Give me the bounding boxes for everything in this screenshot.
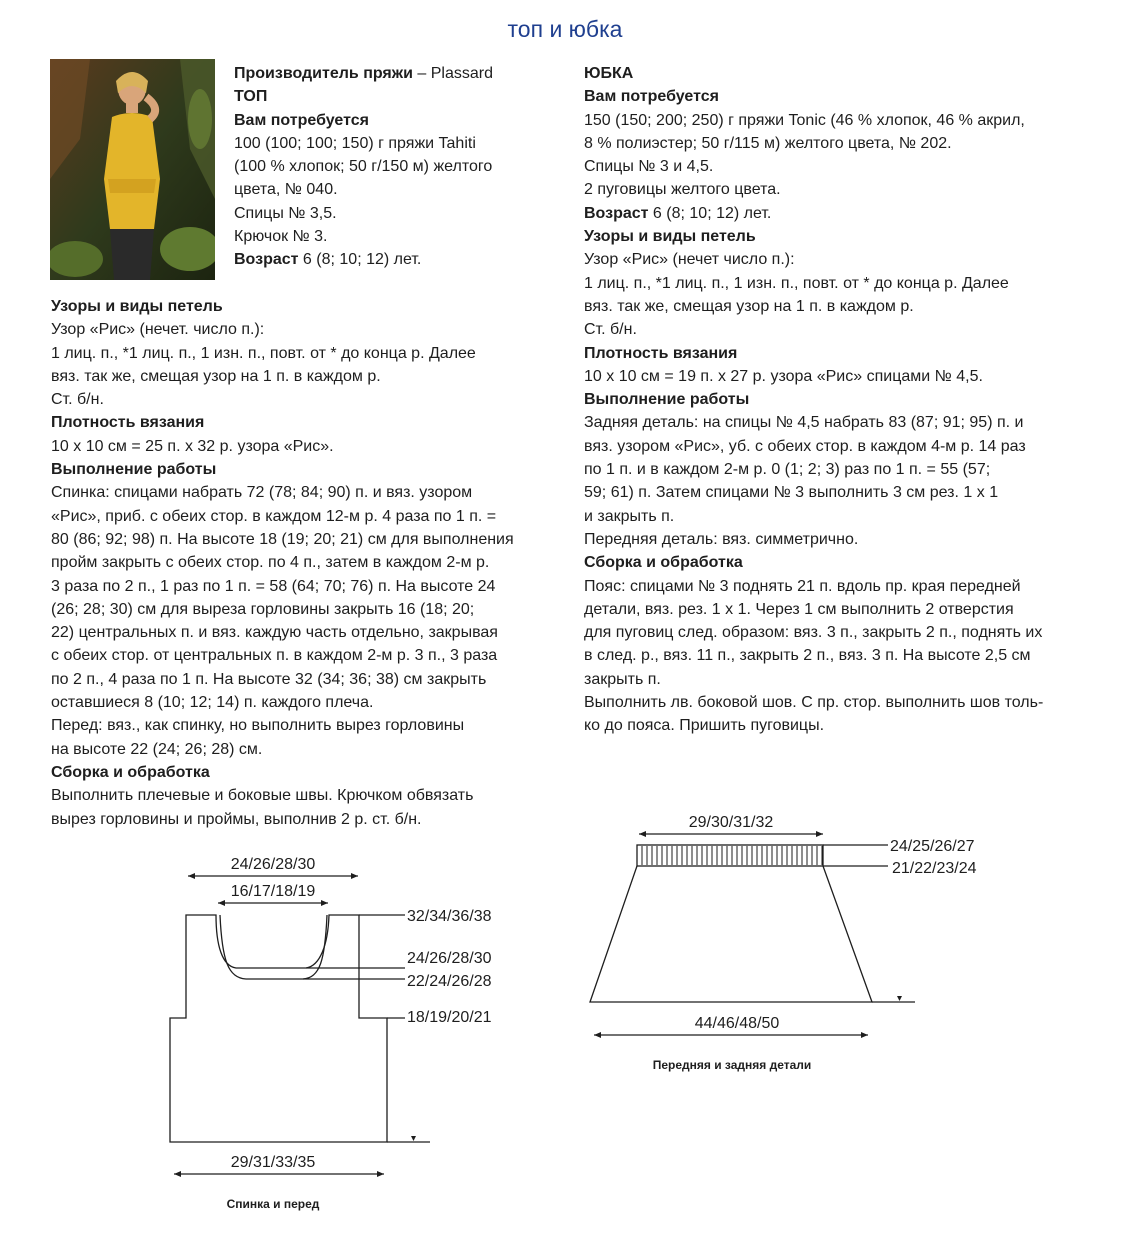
skirt-age-value: 6 (8; 10; 12) лет. bbox=[648, 204, 772, 222]
skirt-density-line: 10 х 10 см = 19 п. х 27 р. узора «Рис» спицами № 4,5. bbox=[584, 367, 983, 385]
top-work-line: «Рис», приб. с обеих стор. в каждом 12-м р. 4 раза по 1 п. = bbox=[51, 507, 497, 525]
skirt-assembly-line: Пояс: спицами № 3 поднять 21 п. вдоль пр. края передней bbox=[584, 577, 1021, 595]
skirt-work-line: Задняя деталь: на спицы № 4,5 набрать 83 (87; 91; 95) п. и bbox=[584, 414, 1024, 432]
top-age-label: Возраст bbox=[234, 251, 299, 269]
skirt-need-line: 8 % полиэстер; 50 г/115 м) желтого цвета, № 202. bbox=[584, 134, 952, 152]
skirt-work-line: 59; 61) п. Затем спицами № 3 выполнить 3 см рез. 1 х 1 bbox=[584, 484, 999, 502]
skirt-heading: ЮБКА bbox=[584, 65, 634, 82]
skirt-need-line: Спицы № 3 и 4,5. bbox=[584, 158, 714, 176]
top-work-line: оставшиеся 8 (10; 12; 14) п. каждого плеча. bbox=[51, 694, 374, 712]
waist-height-label: 24/25/26/27 bbox=[890, 838, 975, 855]
top-work-line: 80 (86; 92; 98) п. На высоте 18 (19; 20; 21) см для выполнения bbox=[51, 530, 514, 548]
top-work-line: Спинка: спицами набрать 72 (78; 84; 90) п. и вяз. узором bbox=[51, 484, 473, 502]
skirt-work-line: Передняя деталь: вяз. симметрично. bbox=[584, 530, 859, 548]
top-work-line: с обеих стор. от центральных п. в каждом 2-м р. 3 п., 3 раза bbox=[51, 647, 498, 665]
top-work-line: 22) центральных п. и вяз. каждую часть отдельно, закрывая bbox=[51, 624, 498, 642]
top-schematic bbox=[170, 876, 430, 1174]
top-bottom-width-label: 29/31/33/35 bbox=[230, 1154, 316, 1171]
skirt-bottom-width-label: 44/46/48/50 bbox=[694, 1015, 780, 1032]
top-patterns-line: 1 лиц. п., *1 лиц. п., 1 изн. п., повт. от * до конца р. Далее bbox=[51, 344, 476, 362]
top-density-heading: Плотность вязания bbox=[51, 414, 205, 432]
skirt-density-heading: Плотность вязания bbox=[584, 344, 738, 362]
top-outline bbox=[170, 915, 387, 1142]
top-patterns-line: Узор «Рис» (нечет. число п.): bbox=[51, 321, 265, 339]
skirt-age-label: Возраст bbox=[584, 204, 649, 222]
skirt-work-line: и закрыть п. bbox=[584, 507, 675, 525]
skirt-need-line: 150 (150; 200; 250) г пряжи Tonic (46 % хлопок, 46 % акрил, bbox=[584, 111, 1025, 129]
skirt-assembly-line: в след. р., вяз. 11 п., закрыть 2 п., вяз. 3 п. На высоте 2,5 см bbox=[584, 647, 1031, 665]
top-work-line: (26; 28; 30) см для выреза горловины закрыть 16 (18; 20; bbox=[51, 600, 475, 618]
skirt-assembly-line: ко до пояса. Пришить пуговицы. bbox=[584, 717, 825, 735]
shoulder-height-label: 32/34/36/38 bbox=[407, 908, 492, 925]
waistband bbox=[637, 845, 823, 866]
back-neck-height-label: 24/26/28/30 bbox=[407, 950, 492, 967]
top-work-heading: Выполнение работы bbox=[51, 461, 217, 479]
skirt-patterns-line: Узор «Рис» (нечет число п.): bbox=[584, 251, 795, 269]
top-assembly-line: вырез горловины и проймы, выполнив 2 р. ст. б/н. bbox=[51, 810, 422, 828]
skirt-assembly-heading: Сборка и обработка bbox=[584, 554, 743, 572]
skirt-need-heading: Вам потребуется bbox=[584, 88, 719, 106]
top-schematic-caption: Спинка и перед bbox=[226, 1197, 320, 1211]
skirt-work-line: по 1 п. и в каждом 2-м р. 0 (1; 2; 3) раз по 1 п. = 55 (57; bbox=[584, 461, 991, 479]
top-patterns-line: вяз. так же, смещая узор на 1 п. в каждом р. bbox=[51, 367, 381, 385]
waistband-ribbing bbox=[642, 846, 822, 865]
top-bottom-tick bbox=[411, 1136, 416, 1141]
top-heading: ТОП bbox=[234, 88, 268, 106]
top-assembly-heading: Сборка и обработка bbox=[51, 763, 210, 781]
top-work-line: пройм закрыть с обеих стор. по 4 п., затем в каждом 2-м р. bbox=[51, 554, 490, 572]
skirt-need-line: 2 пуговицы желтого цвета. bbox=[584, 181, 781, 199]
skirt-patterns-line: вяз. так же, смещая узор на 1 п. в каждом р. bbox=[584, 297, 914, 315]
armhole-height-label: 18/19/20/21 bbox=[407, 1009, 492, 1026]
skirt-assembly-line: детали, вяз. рез. 1 х 1. Через 1 см выполнить 2 отверстия bbox=[584, 600, 1014, 618]
top-work-line: 3 раза по 2 п., 1 раз по 1 п. = 58 (64; 70; 76) п. На высоте 24 bbox=[51, 577, 496, 595]
skirt-patterns-line: Ст. б/н. bbox=[584, 321, 637, 339]
skirt-patterns-heading: Узоры и виды петель bbox=[584, 228, 756, 246]
front-neckline bbox=[220, 915, 327, 979]
yarn-maker-value: – Plassard bbox=[412, 65, 493, 82]
top-work-line: Перед: вяз., как спинку, но выполнить вырез горловины bbox=[51, 717, 465, 735]
top-need-heading: Вам потребуется bbox=[234, 111, 369, 129]
neck-width-label: 16/17/18/19 bbox=[230, 883, 316, 900]
skirt-top-width-label: 29/30/31/32 bbox=[688, 814, 774, 831]
skirt-work-heading: Выполнение работы bbox=[584, 391, 750, 409]
rib-start-height-label: 21/22/23/24 bbox=[892, 860, 977, 877]
top-work-line: на высоте 22 (24; 26; 28) см. bbox=[51, 740, 263, 758]
top-work-line: по 2 п., 4 раза по 1 п. На высоте 32 (34; 36; 38) см закрыть bbox=[51, 670, 487, 688]
skirt-assembly-line: для пуговиц след. образом: вяз. 3 п., закрыть 2 п., поднять их bbox=[584, 624, 1043, 642]
front-neck-height-label: 22/24/26/28 bbox=[407, 973, 492, 990]
top-need-line: Спицы № 3,5. bbox=[234, 204, 337, 222]
top-need-line: (100 % хлопок; 50 г/150 м) желтого bbox=[234, 158, 493, 176]
top-patterns-line: Ст. б/н. bbox=[51, 391, 104, 409]
yarn-maker-label: Производитель пряжи bbox=[234, 65, 413, 82]
skirt-bottom-tick bbox=[897, 996, 902, 1001]
skirt-outline bbox=[590, 866, 872, 1002]
top-patterns-heading: Узоры и виды петель bbox=[51, 298, 223, 315]
top-need-line: Крючок № 3. bbox=[234, 228, 328, 246]
top-assembly-line: Выполнить плечевые и боковые швы. Крючком обвязать bbox=[51, 787, 474, 805]
skirt-assembly-line: закрыть п. bbox=[584, 670, 661, 688]
top-width-label: 24/26/28/30 bbox=[230, 856, 316, 873]
top-age-value: 6 (8; 10; 12) лет. bbox=[298, 251, 422, 269]
skirt-schematic-caption: Передняя и задняя детали bbox=[652, 1058, 812, 1072]
skirt-assembly-line: Выполнить лв. боковой шов. С пр. стор. выполнить шов толь- bbox=[584, 694, 1044, 712]
top-need-line: цвета, № 040. bbox=[234, 181, 338, 199]
skirt-patterns-line: 1 лиц. п., *1 лиц. п., 1 изн. п., повт. от * до конца р. Далее bbox=[584, 274, 1009, 292]
skirt-work-line: вяз. узором «Рис», уб. с обеих стор. в каждом 4-м р. 14 раз bbox=[584, 437, 1026, 455]
page-title: топ и юбка bbox=[507, 16, 623, 42]
top-need-line: 100 (100; 100; 150) г пряжи Tahiti bbox=[234, 134, 476, 152]
top-density-line: 10 х 10 см = 25 п. х 32 р. узора «Рис». bbox=[51, 437, 334, 455]
